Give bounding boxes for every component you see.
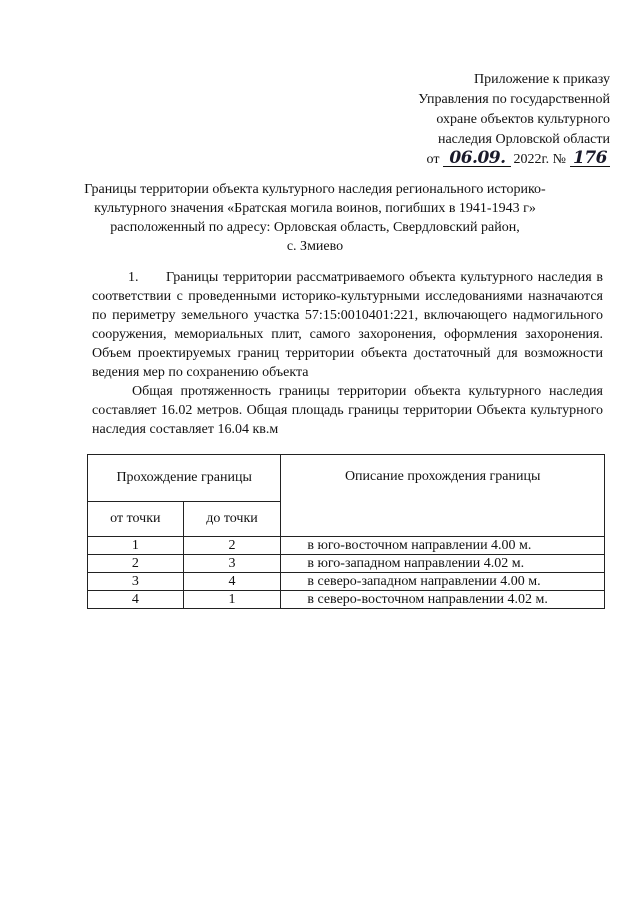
paragraph-1-text: Границы территории рассматриваемого объекта культурного наследия в соответствии с проведенными историко-культурными исследованиями назначаются по периметру земельного участка 57:15:0010401:221, включающего надмогильного сооружения, мемориальных плит, самого захоронения, оформления захоронения. Объем проектируемых границ территории объекта достаточный для возможности ведения мер по сохранению объекта: [92, 270, 603, 380]
title-line-1: Границы территории объекта культурного наследия регионального историко-: [84, 182, 546, 197]
header-from-point: от точки: [88, 502, 184, 537]
table-row: [88, 555, 605, 573]
table-row: [88, 537, 605, 555]
annex-date-line: [380, 150, 610, 170]
to-point-cell: 1: [183, 591, 281, 609]
handwritten-date: 06.09.: [443, 150, 511, 167]
handwritten-order-number: 176: [570, 150, 610, 167]
annex-line-1: Приложение к приказу: [474, 72, 610, 87]
to-point-cell: 2: [183, 537, 281, 555]
date-prefix: от: [426, 152, 440, 167]
paragraph-boundaries: [92, 268, 603, 382]
document-body: [92, 268, 603, 439]
document-title: [80, 180, 550, 256]
description-cell: в юго-западном направлении 4.02 м.: [281, 555, 605, 573]
table-row: [88, 573, 605, 591]
from-point-cell: 1: [88, 537, 184, 555]
annex-header: [380, 70, 610, 170]
title-line-3: расположенный по адресу: Орловская область, Свердловский район,: [110, 220, 520, 235]
description-cell: в северо-восточном направлении 4.02 м.: [281, 591, 605, 609]
to-point-cell: 4: [183, 573, 281, 591]
from-point-cell: 3: [88, 573, 184, 591]
title-line-4: с. Змиево: [286, 239, 344, 254]
annex-line-2: Управления по государственной: [418, 92, 610, 107]
annex-line-3: охране объектов культурного: [436, 112, 610, 127]
title-line-2: культурного значения «Братская могила воинов, погибших в 1941-1943 г»: [94, 201, 536, 216]
header-boundary-description: Описание прохождения границы: [281, 455, 605, 537]
from-point-cell: 4: [88, 591, 184, 609]
header-to-point: до точки: [183, 502, 281, 537]
description-cell: в северо-западном направлении 4.00 м.: [281, 573, 605, 591]
boundary-table: [87, 454, 605, 609]
item-number: 1.: [128, 270, 139, 285]
to-point-cell: 3: [183, 555, 281, 573]
header-boundary-passage: Прохождение границы: [88, 455, 281, 502]
year-text: 2022г. №: [513, 152, 566, 167]
table-row: [88, 591, 605, 609]
annex-line-4: наследия Орловской области: [437, 132, 610, 147]
from-point-cell: 2: [88, 555, 184, 573]
description-cell: в юго-восточном направлении 4.00 м.: [281, 537, 605, 555]
paragraph-length-area: Общая протяженность границы территории объекта культурного наследия составляет 16.02 метров. Общая площадь границы территории Объекта культурного наследия составляет 16.04 кв.м: [92, 384, 603, 437]
